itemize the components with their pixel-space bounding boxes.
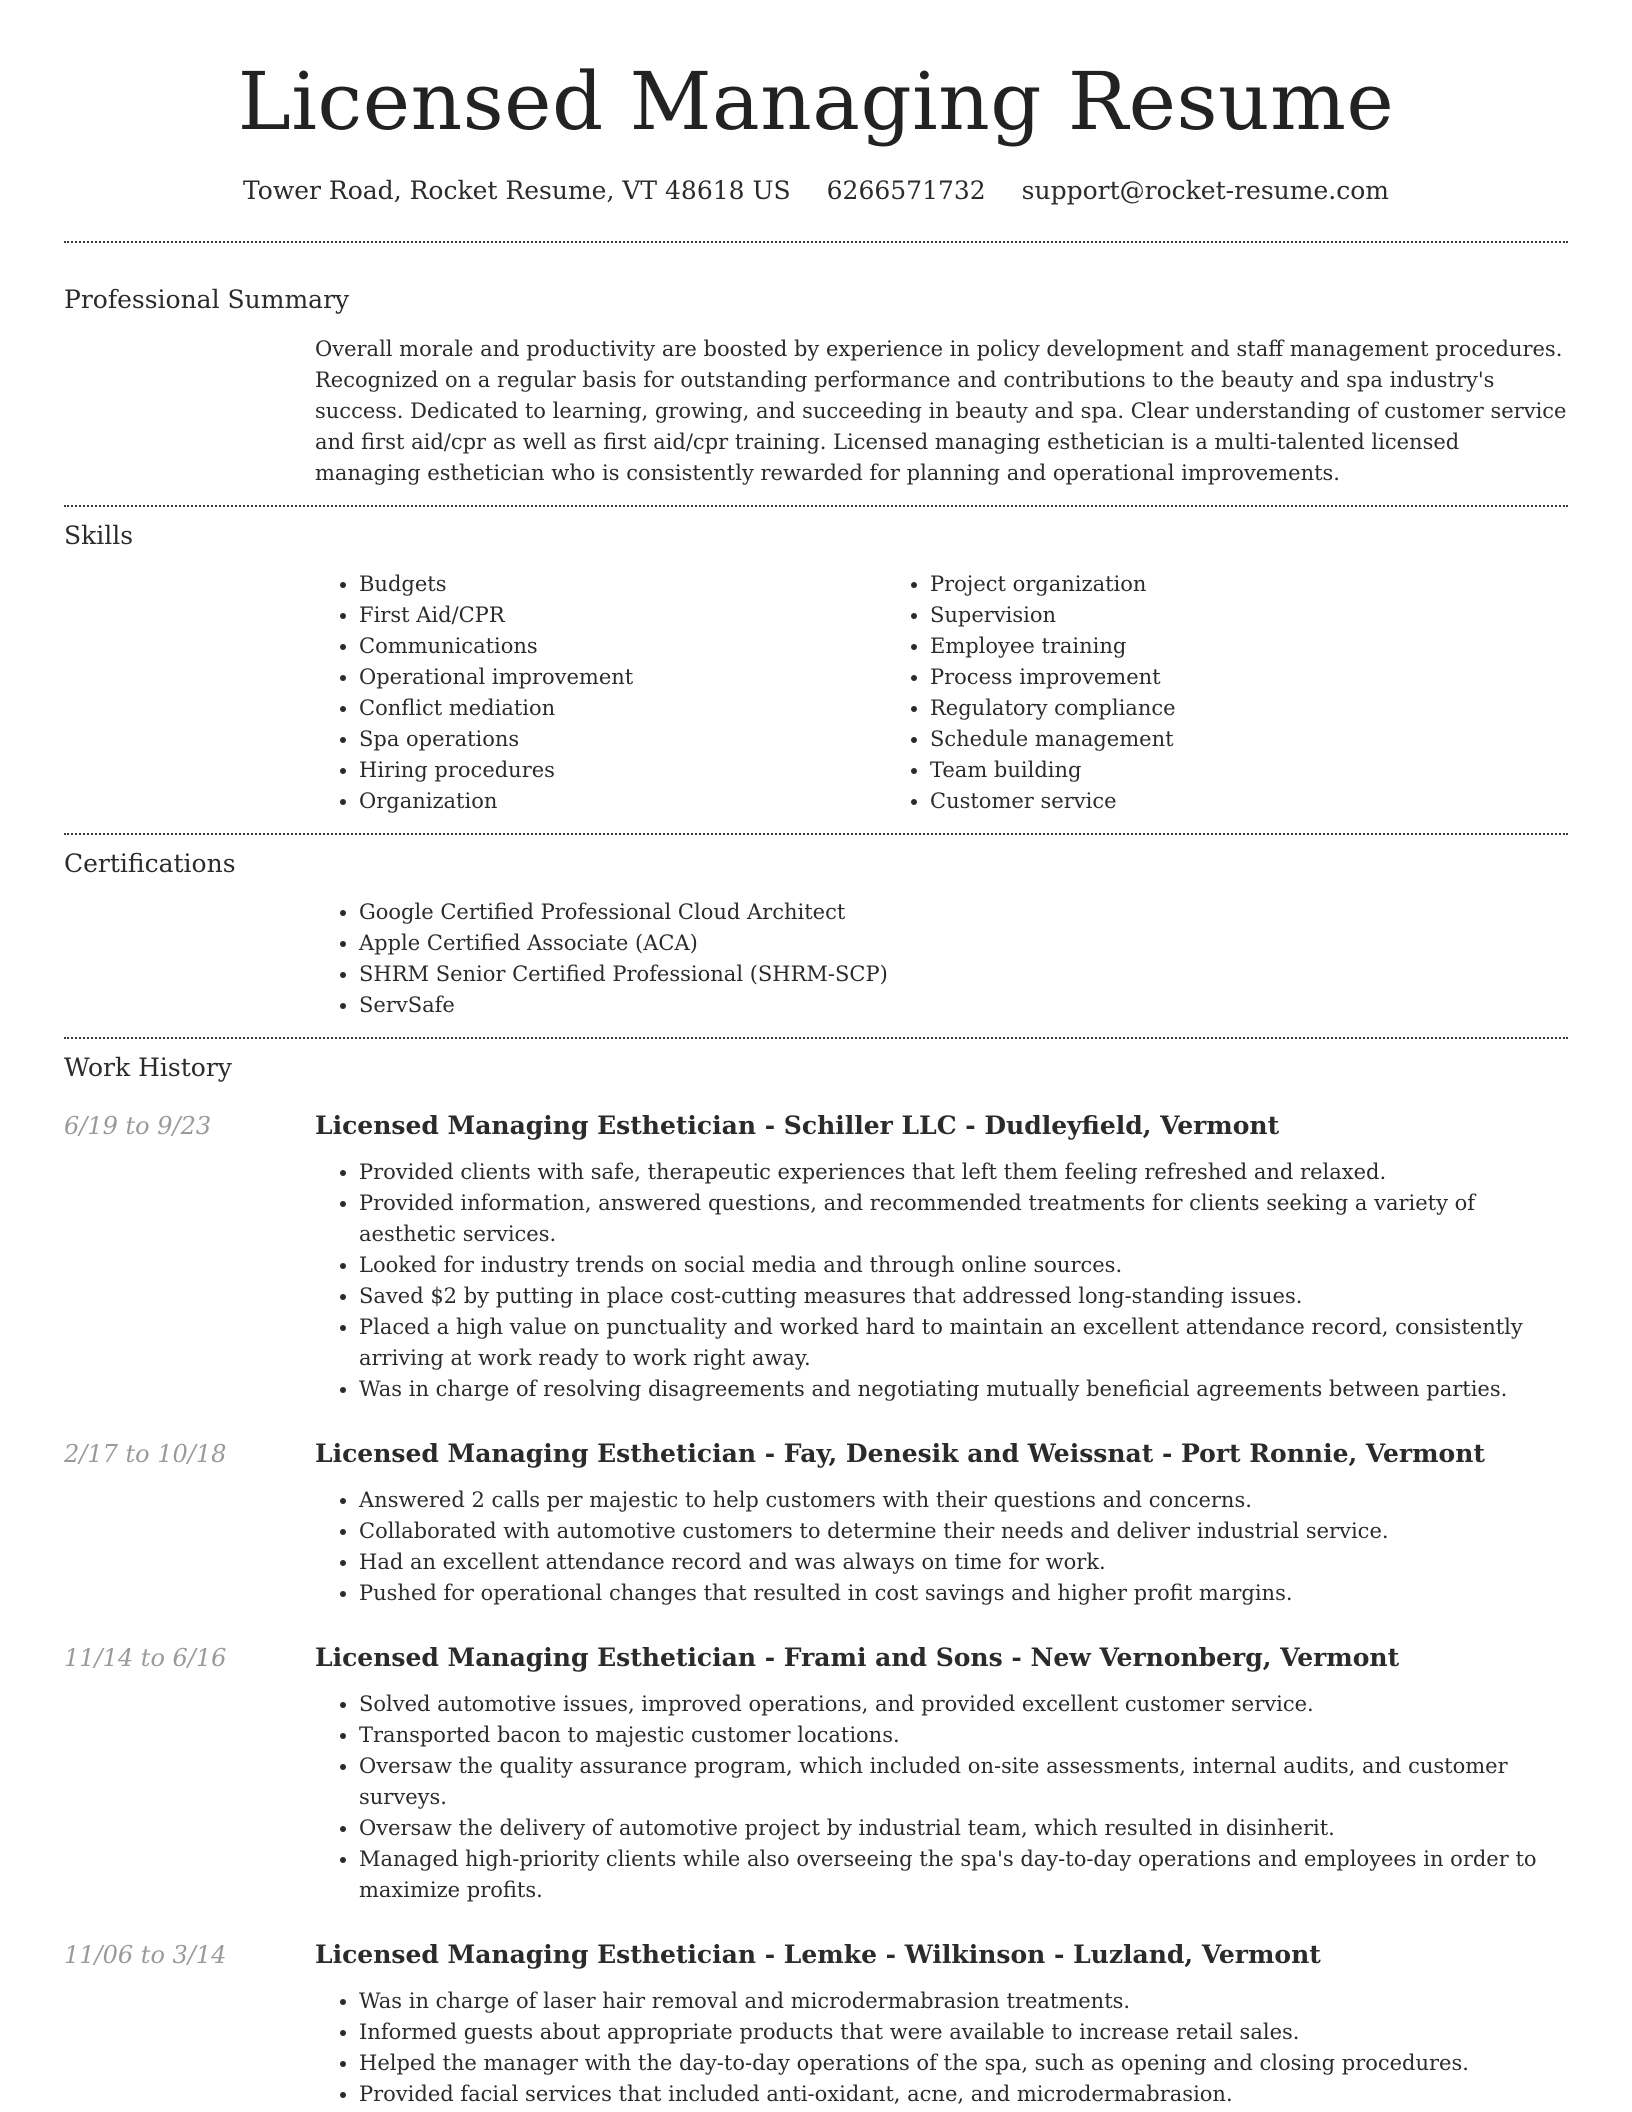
job-details [315,1437,1568,1609]
job-title: Licensed Managing Esthetician - Schiller LLC - Dudleyfield, Vermont [315,1111,1280,1140]
certifications-heading: Certifications [64,849,236,878]
job-title: Licensed Managing Esthetician - Frami and Sons - New Vernonberg, Vermont [315,1643,1400,1672]
job-bullets [315,1986,1548,2110]
skill-item: • Schedule management [930,724,1457,755]
job-bullets [315,1689,1548,1906]
job-dates: 11/06 to 3/14 [64,1941,227,1969]
certification-item: • Google Certified Professional Cloud Architect [359,897,1568,928]
certifications-list [315,897,1568,1021]
summary-text: Overall morale and productivity are boosted by experience in policy development and staff management procedures. Recognized on a regular basis for outstanding performance and contributions to the beauty and spa industry's success. Dedicated to learning, growing, and succeeding in beauty and spa. Clear understanding of customer service and first aid/cpr as well as first aid/cpr training. Licensed managing esthetician is a multi-talented licensed managing esthetician who is consistently rewarded for planning and operational improvements. [315,337,1567,485]
job-bullet: • Pushed for operational changes that resulted in cost savings and higher profit margins. [359,1578,1548,1609]
job-bullet: • Placed a high value on punctuality and worked hard to maintain an excellent attendance record, consistently arriving at work ready to work right away. [359,1312,1548,1374]
job-bullet: • Answered 2 calls per majestic to help customers with their questions and concerns. [359,1485,1548,1516]
resume-page [64,0,1568,2110]
job-bullet: • Oversaw the delivery of automotive project by industrial team, which resulted in disinherit. [359,1813,1548,1844]
job-title: Licensed Managing Esthetician - Fay, Denesik and Weissnat - Port Ronnie, Vermont [315,1439,1485,1468]
skill-item: • Project organization [930,569,1457,600]
job-details [315,1641,1568,1906]
skill-item: • Employee training [930,631,1457,662]
job-entry [64,1109,1568,1405]
certifications-divider [64,1037,1568,1039]
skill-item: • Spa operations [359,724,886,755]
summary-divider [64,505,1568,507]
job-bullets [315,1157,1548,1405]
job-bullet: • Helped the manager with the day-to-day operations of the spa, such as opening and closing procedures. [359,2048,1548,2079]
skill-item: • Hiring procedures [359,755,886,786]
job-bullet: • Transported bacon to majestic customer locations. [359,1720,1548,1751]
contact-phone: 6266571732 [826,176,986,205]
job-bullet: • Provided clients with safe, therapeutic experiences that left them feeling refreshed and relaxed. [359,1157,1548,1188]
skills-divider [64,833,1568,835]
work-heading: Work History [64,1053,232,1082]
certification-item: • Apple Certified Associate (ACA) [359,928,1568,959]
job-bullet: • Oversaw the quality assurance program, which included on-site assessments, internal audits, and customer surveys. [359,1751,1548,1813]
certification-item: • SHRM Senior Certified Professional (SHRM-SCP) [359,959,1568,990]
job-dates: 6/19 to 9/23 [64,1112,212,1140]
skill-item: • Customer service [930,786,1457,817]
contact-email: support@rocket-resume.com [1021,176,1389,205]
work-section [64,1051,1568,2110]
job-bullet: • Was in charge of laser hair removal and microdermabrasion treatments. [359,1986,1548,2017]
job-dates: 2/17 to 10/18 [64,1440,227,1468]
skills-heading: Skills [64,521,134,550]
job-bullet: • Looked for industry trends on social media and through online sources. [359,1250,1548,1281]
job-entry [64,1938,1568,2110]
job-bullet: • Provided facial services that included anti-oxidant, acne, and microdermabrasion. [359,2079,1548,2110]
resume-title: Licensed Managing Resume [237,55,1395,148]
certifications-section [64,847,1568,1021]
skill-item: • Budgets [359,569,886,600]
contact-line [64,174,1568,208]
summary-body [315,334,1568,489]
skill-item: • Regulatory compliance [930,693,1457,724]
skills-column-right [886,569,1457,817]
skill-item: • Process improvement [930,662,1457,693]
job-bullet: • Had an excellent attendance record and was always on time for work. [359,1547,1548,1578]
job-title: Licensed Managing Esthetician - Lemke - Wilkinson - Luzland, Vermont [315,1940,1321,1969]
job-details [315,1938,1568,2110]
skill-item: • First Aid/CPR [359,600,886,631]
job-bullets [315,1485,1548,1609]
job-details [315,1109,1568,1405]
certifications-body [315,897,1568,1021]
certification-item: • ServSafe [359,990,1568,1021]
header-divider [64,241,1568,243]
job-bullet: • Solved automotive issues, improved operations, and provided excellent customer service. [359,1689,1548,1720]
summary-heading: Professional Summary [64,285,350,314]
job-entry [64,1641,1568,1906]
job-entry [64,1437,1568,1609]
skill-item: • Communications [359,631,886,662]
skill-item: • Operational improvement [359,662,886,693]
skills-list [315,569,1568,817]
skill-item: • Team building [930,755,1457,786]
job-bullet: • Collaborated with automotive customers to determine their needs and deliver industrial service. [359,1516,1548,1547]
skill-item: • Organization [359,786,886,817]
skills-section [64,519,1568,817]
skill-item: • Supervision [930,600,1457,631]
job-bullet: • Was in charge of resolving disagreements and negotiating mutually beneficial agreements between parties. [359,1374,1548,1405]
job-bullet: • Provided information, answered questions, and recommended treatments for clients seeking a variety of aesthetic services. [359,1188,1548,1250]
skills-column-left [315,569,886,817]
job-bullet: • Saved $2 by putting in place cost-cutting measures that addressed long-standing issues. [359,1281,1548,1312]
job-bullet: • Managed high-priority clients while also overseeing the spa's day-to-day operations and employees in order to maximize profits. [359,1844,1548,1906]
job-dates: 11/14 to 6/16 [64,1644,227,1672]
contact-address: Tower Road, Rocket Resume, VT 48618 US [243,176,791,205]
summary-section [64,283,1568,489]
job-bullet: • Informed guests about appropriate products that were available to increase retail sales. [359,2017,1548,2048]
skill-item: • Conflict mediation [359,693,886,724]
